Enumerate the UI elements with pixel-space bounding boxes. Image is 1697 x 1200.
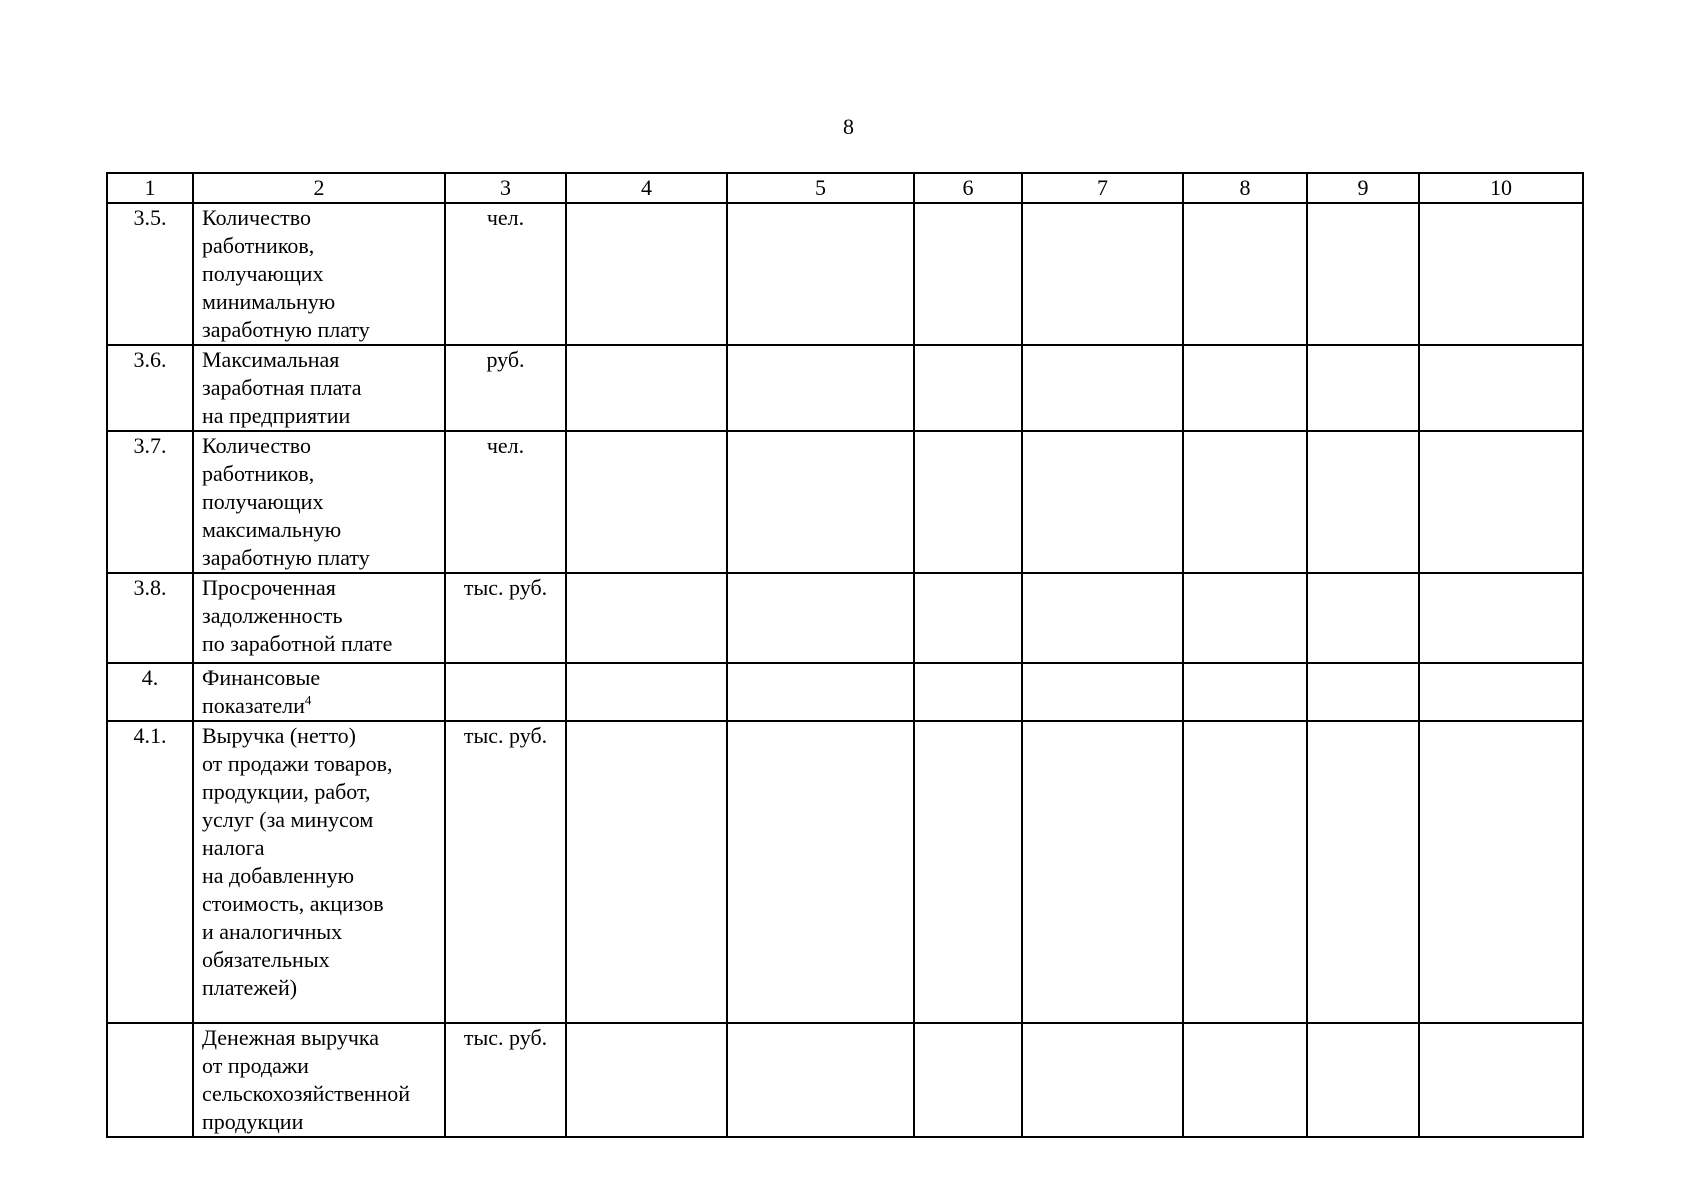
empty-cell [1022,721,1183,1023]
data-table [106,172,1584,1138]
empty-cell [1022,345,1183,431]
unit: тыс. руб. [445,573,566,663]
empty-cell [1022,663,1183,721]
empty-cell [566,431,727,573]
empty-cell [1307,203,1419,345]
column-number: 10 [1419,173,1583,203]
unit: тыс. руб. [445,721,566,1023]
empty-cell [1183,1023,1307,1137]
empty-cell [1419,573,1583,663]
empty-cell [914,663,1022,721]
table-row [107,663,1583,721]
empty-cell [566,573,727,663]
row-number: 3.5. [107,203,193,345]
column-number: 3 [445,173,566,203]
unit: чел. [445,431,566,573]
empty-cell [566,203,727,345]
indicator-name-text: Финансовые показатели [202,665,321,718]
empty-cell [1307,345,1419,431]
empty-cell [1419,721,1583,1023]
table-row [107,345,1583,431]
empty-cell [1419,203,1583,345]
row-number [107,1023,193,1137]
row-number: 3.8. [107,573,193,663]
row-number: 4.1. [107,721,193,1023]
row-number: 4. [107,663,193,721]
empty-cell [914,431,1022,573]
indicator-name: Денежная выручка от продажи сельскохозяйственной продукции [193,1023,445,1137]
indicator-name: Количество работников, получающих максимальную заработную плату [193,431,445,573]
indicator-name: Количество работников, получающих минимальную заработную плату [193,203,445,345]
row-number: 3.6. [107,345,193,431]
row-number: 3.7. [107,431,193,573]
empty-cell [727,1023,914,1137]
empty-cell [914,721,1022,1023]
empty-cell [1183,431,1307,573]
empty-cell [727,573,914,663]
empty-cell [727,431,914,573]
empty-cell [1307,663,1419,721]
empty-cell [1307,431,1419,573]
empty-cell [1307,721,1419,1023]
table-row [107,573,1583,663]
empty-cell [914,1023,1022,1137]
empty-cell [1183,663,1307,721]
table-row [107,203,1583,345]
empty-cell [1183,345,1307,431]
page-number: 8 [843,114,854,139]
empty-cell [1419,345,1583,431]
unit: руб. [445,345,566,431]
table-row [107,721,1583,1023]
empty-cell [1183,721,1307,1023]
column-number: 5 [727,173,914,203]
empty-cell [1183,573,1307,663]
empty-cell [1307,573,1419,663]
empty-cell [914,573,1022,663]
empty-cell [1183,203,1307,345]
indicator-name [193,663,445,721]
column-number-row [107,173,1583,203]
empty-cell [1419,431,1583,573]
empty-cell [566,721,727,1023]
empty-cell [566,1023,727,1137]
empty-cell [727,203,914,345]
column-number: 8 [1183,173,1307,203]
empty-cell [1419,1023,1583,1137]
column-number: 2 [193,173,445,203]
indicator-name: Просроченная задолженность по заработной плате [193,573,445,663]
unit [445,663,566,721]
empty-cell [1419,663,1583,721]
empty-cell [727,721,914,1023]
empty-cell [1022,431,1183,573]
empty-cell [566,345,727,431]
column-number: 6 [914,173,1022,203]
unit: тыс. руб. [445,1023,566,1137]
indicator-name: Выручка (нетто) от продажи товаров, продукции, работ, услуг (за минусом налога на добавленную стоимость, акцизов и аналогичных обязательных платежей) [193,721,445,1023]
indicator-name: Максимальная заработная плата на предприятии [193,345,445,431]
column-number: 7 [1022,173,1183,203]
footnote-mark: 4 [304,692,312,708]
table-row [107,431,1583,573]
column-number: 9 [1307,173,1419,203]
empty-cell [914,345,1022,431]
table-row [107,1023,1583,1137]
empty-cell [727,345,914,431]
empty-cell [1022,1023,1183,1137]
empty-cell [914,203,1022,345]
column-number: 1 [107,173,193,203]
empty-cell [727,663,914,721]
unit: чел. [445,203,566,345]
column-number: 4 [566,173,727,203]
empty-cell [1022,203,1183,345]
empty-cell [1307,1023,1419,1137]
empty-cell [1022,573,1183,663]
empty-cell [566,663,727,721]
